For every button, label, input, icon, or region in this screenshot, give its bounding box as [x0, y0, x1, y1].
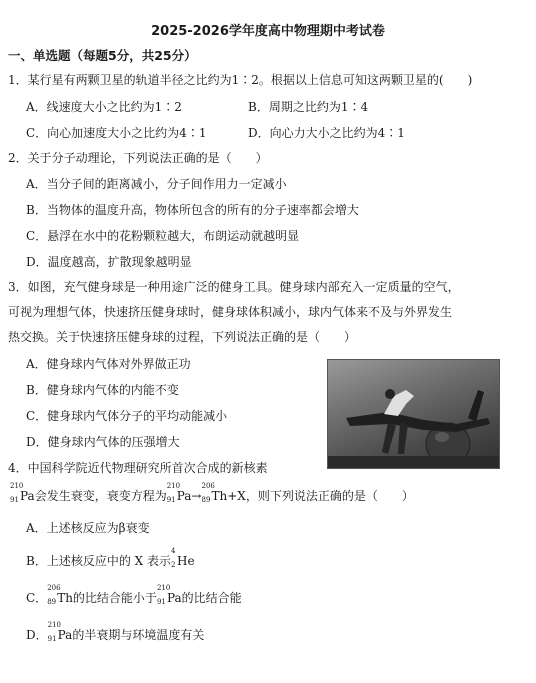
question-3-stem-line-3: 热交换。关于快速挤压健身球的过程，下列说法正确的是（ ）	[8, 330, 357, 344]
nuclide-th: 206 89 Th	[201, 482, 228, 504]
question-4-option-b: B．上述核反应中的 X 表示 4 2 He	[26, 547, 195, 569]
question-2-stem: 2．关于分子动理论，下列说法正确的是（ ）	[8, 151, 268, 165]
question-1-option-c: C．向心加速度大小之比约为4∶1	[26, 126, 207, 140]
question-4-option-c: C． 206 89 Th的比结合能小于 210 91 Pa的比结合能	[26, 584, 242, 606]
nuclide-he: 4 2 He	[171, 547, 195, 569]
question-2-option-c: C．悬浮在水中的花粉颗粒越大，布朗运动就越明显	[26, 229, 300, 243]
question-2-option-a: A．当分子间的距离减小，分子间作用力一定减小	[26, 177, 287, 191]
question-4-stem-line-2: 210 91 Pa会发生衰变，衰变方程为 210 91 Pa→ 206 89 Th+X，则下列说法正确的是（ ）	[10, 482, 414, 504]
question-3-stem-line-2: 可视为理想气体，快速挤压健身球时，健身球体积减小，球内气体来不及与外界发生	[8, 305, 453, 319]
question-3-stem-line-1: 3．如图，充气健身球是一种用途广泛的健身工具。健身球内部充入一定质量的空气，	[8, 280, 460, 294]
section-heading: 一、单选题（每题5分，共25分）	[8, 48, 197, 63]
exam-title: 2025-2026学年度高中物理期中考试卷	[151, 24, 385, 39]
nuclide-pa-option-d: 210 91 Pa	[47, 621, 73, 643]
fitness-ball-photo	[327, 359, 500, 469]
nuclide-pa-option-c: 210 91 Pa	[156, 584, 182, 606]
question-1-option-d: D．向心力大小之比约为4∶1	[248, 126, 405, 140]
question-2-option-d: D．温度越高，扩散现象越明显	[26, 255, 192, 269]
reaction-arrow: →	[191, 489, 202, 503]
question-3-option-c: C．健身球内气体分子的平均动能减小	[26, 409, 228, 423]
question-4-stem-line-1: 4．中国科学院近代物理研究所首次合成的新核素	[8, 461, 268, 475]
question-3-option-a: A．健身球内气体对外界做正功	[26, 357, 191, 371]
question-1-stem: 1．某行星有两颗卫星的轨道半径之比约为1∶2。根据以上信息可知这两颗卫星的( )	[8, 73, 473, 87]
nuclide-pa-equation: 210 91 Pa	[166, 482, 192, 504]
question-4-option-a: A．上述核反应为β衰变	[26, 521, 150, 535]
nuclide-th-option-c: 206 89 Th	[47, 584, 73, 606]
question-3-option-b: B．健身球内气体的内能不变	[26, 383, 179, 397]
question-1-option-a: A．线速度大小之比约为1∶2	[26, 100, 182, 114]
question-2-option-b: B．当物体的温度升高，物体所包含的所有的分子速率都会增大	[26, 203, 359, 217]
nuclide-pa: 210 91 Pa	[10, 482, 35, 504]
question-4-option-d: D． 210 91 Pa的半衰期与环境温度有关	[26, 621, 205, 643]
question-3-option-d: D．健身球内气体的压强增大	[26, 435, 180, 449]
question-1-option-b: B．周期之比约为1∶4	[248, 100, 369, 114]
